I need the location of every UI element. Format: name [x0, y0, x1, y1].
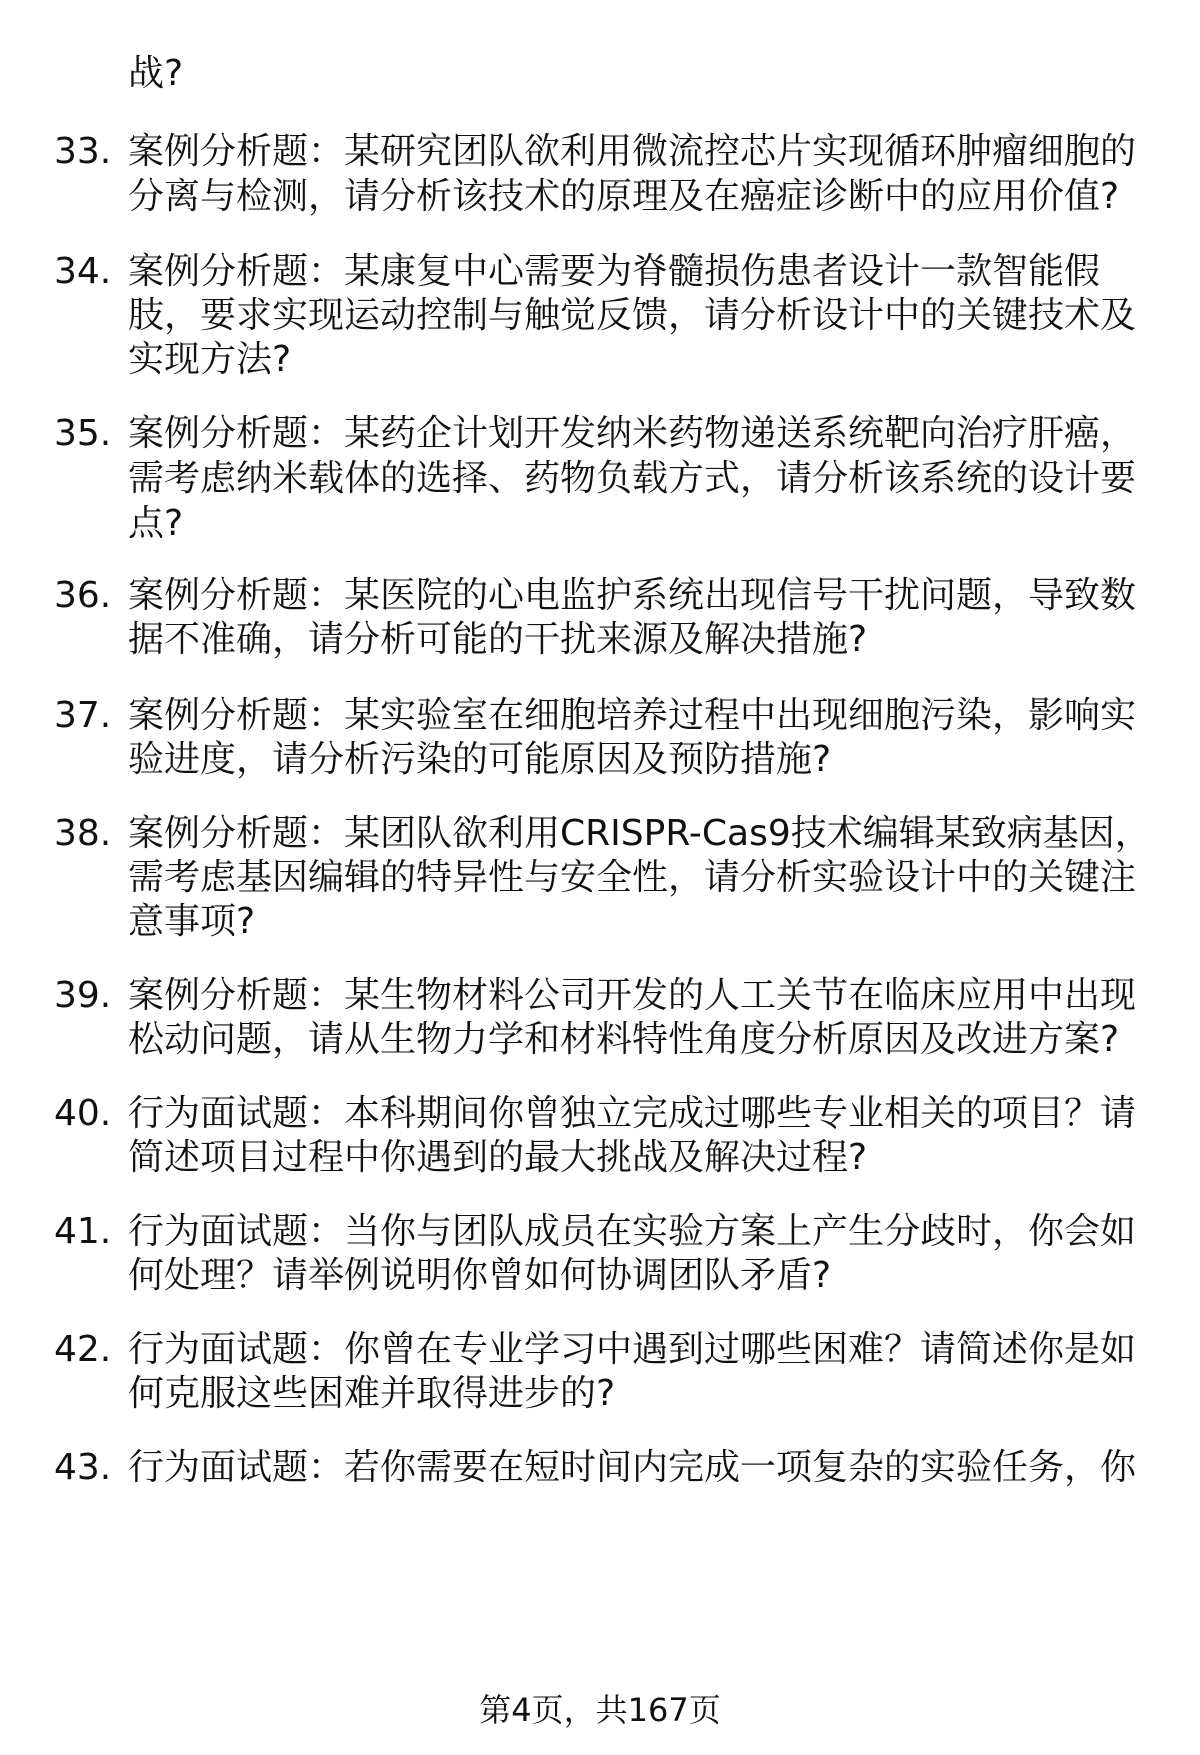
question-text: 案例分析题：某研究团队欲利用微流控芯片实现循环肿瘤细胞的 — [128, 131, 1137, 172]
question-text: 行为面试题：本科期间你曾独立完成过哪些专业相关的项目？请 — [128, 1093, 1137, 1134]
question-text: 何克服这些困难并取得进步的? — [128, 1373, 616, 1414]
question-number: 41. — [54, 1211, 112, 1252]
question-line — [0, 1134, 1200, 1182]
question-line — [0, 1252, 1200, 1300]
question-line — [0, 692, 1200, 740]
question-text: 案例分析题：某医院的心电监护系统出现信号干扰问题，导致数 — [128, 575, 1137, 616]
question-text: 据不准确，请分析可能的干扰来源及解决措施? — [128, 619, 868, 660]
question-line — [0, 128, 1200, 176]
question-line — [0, 1370, 1200, 1418]
question-line — [0, 854, 1200, 902]
question-line — [0, 410, 1200, 458]
question-line — [0, 173, 1200, 221]
question-line — [0, 810, 1200, 858]
question-text: 肢，要求实现运动控制与触觉反馈，请分析设计中的关键技术及 — [128, 295, 1137, 336]
question-text: 案例分析题：某实验室在细胞培养过程中出现细胞污染，影响实 — [128, 695, 1137, 736]
question-line — [0, 1326, 1200, 1374]
question-line — [0, 616, 1200, 664]
lead-line-text: 战? — [128, 53, 184, 94]
question-line — [0, 455, 1200, 503]
question-text: 点? — [128, 503, 184, 544]
question-line — [0, 1444, 1200, 1492]
question-text: 需考虑基因编辑的特异性与安全性，请分析实验设计中的关键注 — [128, 857, 1137, 898]
question-text: 分离与检测，请分析该技术的原理及在癌症诊断中的应用价值? — [128, 176, 1120, 217]
question-number: 34. — [54, 251, 112, 292]
question-line — [0, 1016, 1200, 1064]
question-line — [0, 1090, 1200, 1138]
question-text: 需考虑纳米载体的选择、药物负载方式，请分析该系统的设计要 — [128, 458, 1137, 499]
question-number: 42. — [54, 1329, 112, 1370]
question-text: 简述项目过程中你遇到的最大挑战及解决过程? — [128, 1137, 868, 1178]
question-line — [0, 972, 1200, 1020]
lead-line — [0, 50, 1200, 98]
question-line — [0, 292, 1200, 340]
question-line — [0, 572, 1200, 620]
question-number: 39. — [54, 975, 112, 1016]
question-text: 松动问题，请从生物力学和材料特性角度分析原因及改进方案? — [128, 1019, 1120, 1060]
question-text: 验进度，请分析污染的可能原因及预防措施? — [128, 739, 832, 780]
question-text: 案例分析题：某康复中心需要为脊髓损伤患者设计一款智能假 — [128, 251, 1101, 292]
question-line — [0, 248, 1200, 296]
question-number: 38. — [54, 813, 112, 854]
page-footer: 第4页，共167页 — [479, 1691, 721, 1729]
question-text: 意事项? — [128, 901, 256, 942]
question-line — [0, 1208, 1200, 1256]
question-text: 案例分析题：某团队欲利用CRISPR-Cas9技术编辑某致病基因， — [128, 813, 1151, 854]
question-number: 43. — [54, 1447, 112, 1488]
question-number: 33. — [54, 131, 112, 172]
question-text: 行为面试题：当你与团队成员在实验方案上产生分歧时，你会如 — [128, 1211, 1137, 1252]
question-number: 35. — [54, 413, 112, 454]
question-text: 行为面试题：若你需要在短时间内完成一项复杂的实验任务，你 — [128, 1447, 1137, 1488]
question-line — [0, 736, 1200, 784]
question-line — [0, 336, 1200, 384]
question-text: 案例分析题：某药企计划开发纳米药物递送系统靶向治疗肝癌， — [128, 413, 1137, 454]
question-text: 何处理？请举例说明你曾如何协调团队矛盾? — [128, 1255, 832, 1296]
question-number: 36. — [54, 575, 112, 616]
question-text: 行为面试题：你曾在专业学习中遇到过哪些困难？请简述你是如 — [128, 1329, 1137, 1370]
question-text: 案例分析题：某生物材料公司开发的人工关节在临床应用中出现 — [128, 975, 1137, 1016]
question-line — [0, 500, 1200, 548]
question-text: 实现方法? — [128, 339, 292, 380]
question-line — [0, 898, 1200, 946]
question-number: 37. — [54, 695, 112, 736]
question-number: 40. — [54, 1093, 112, 1134]
